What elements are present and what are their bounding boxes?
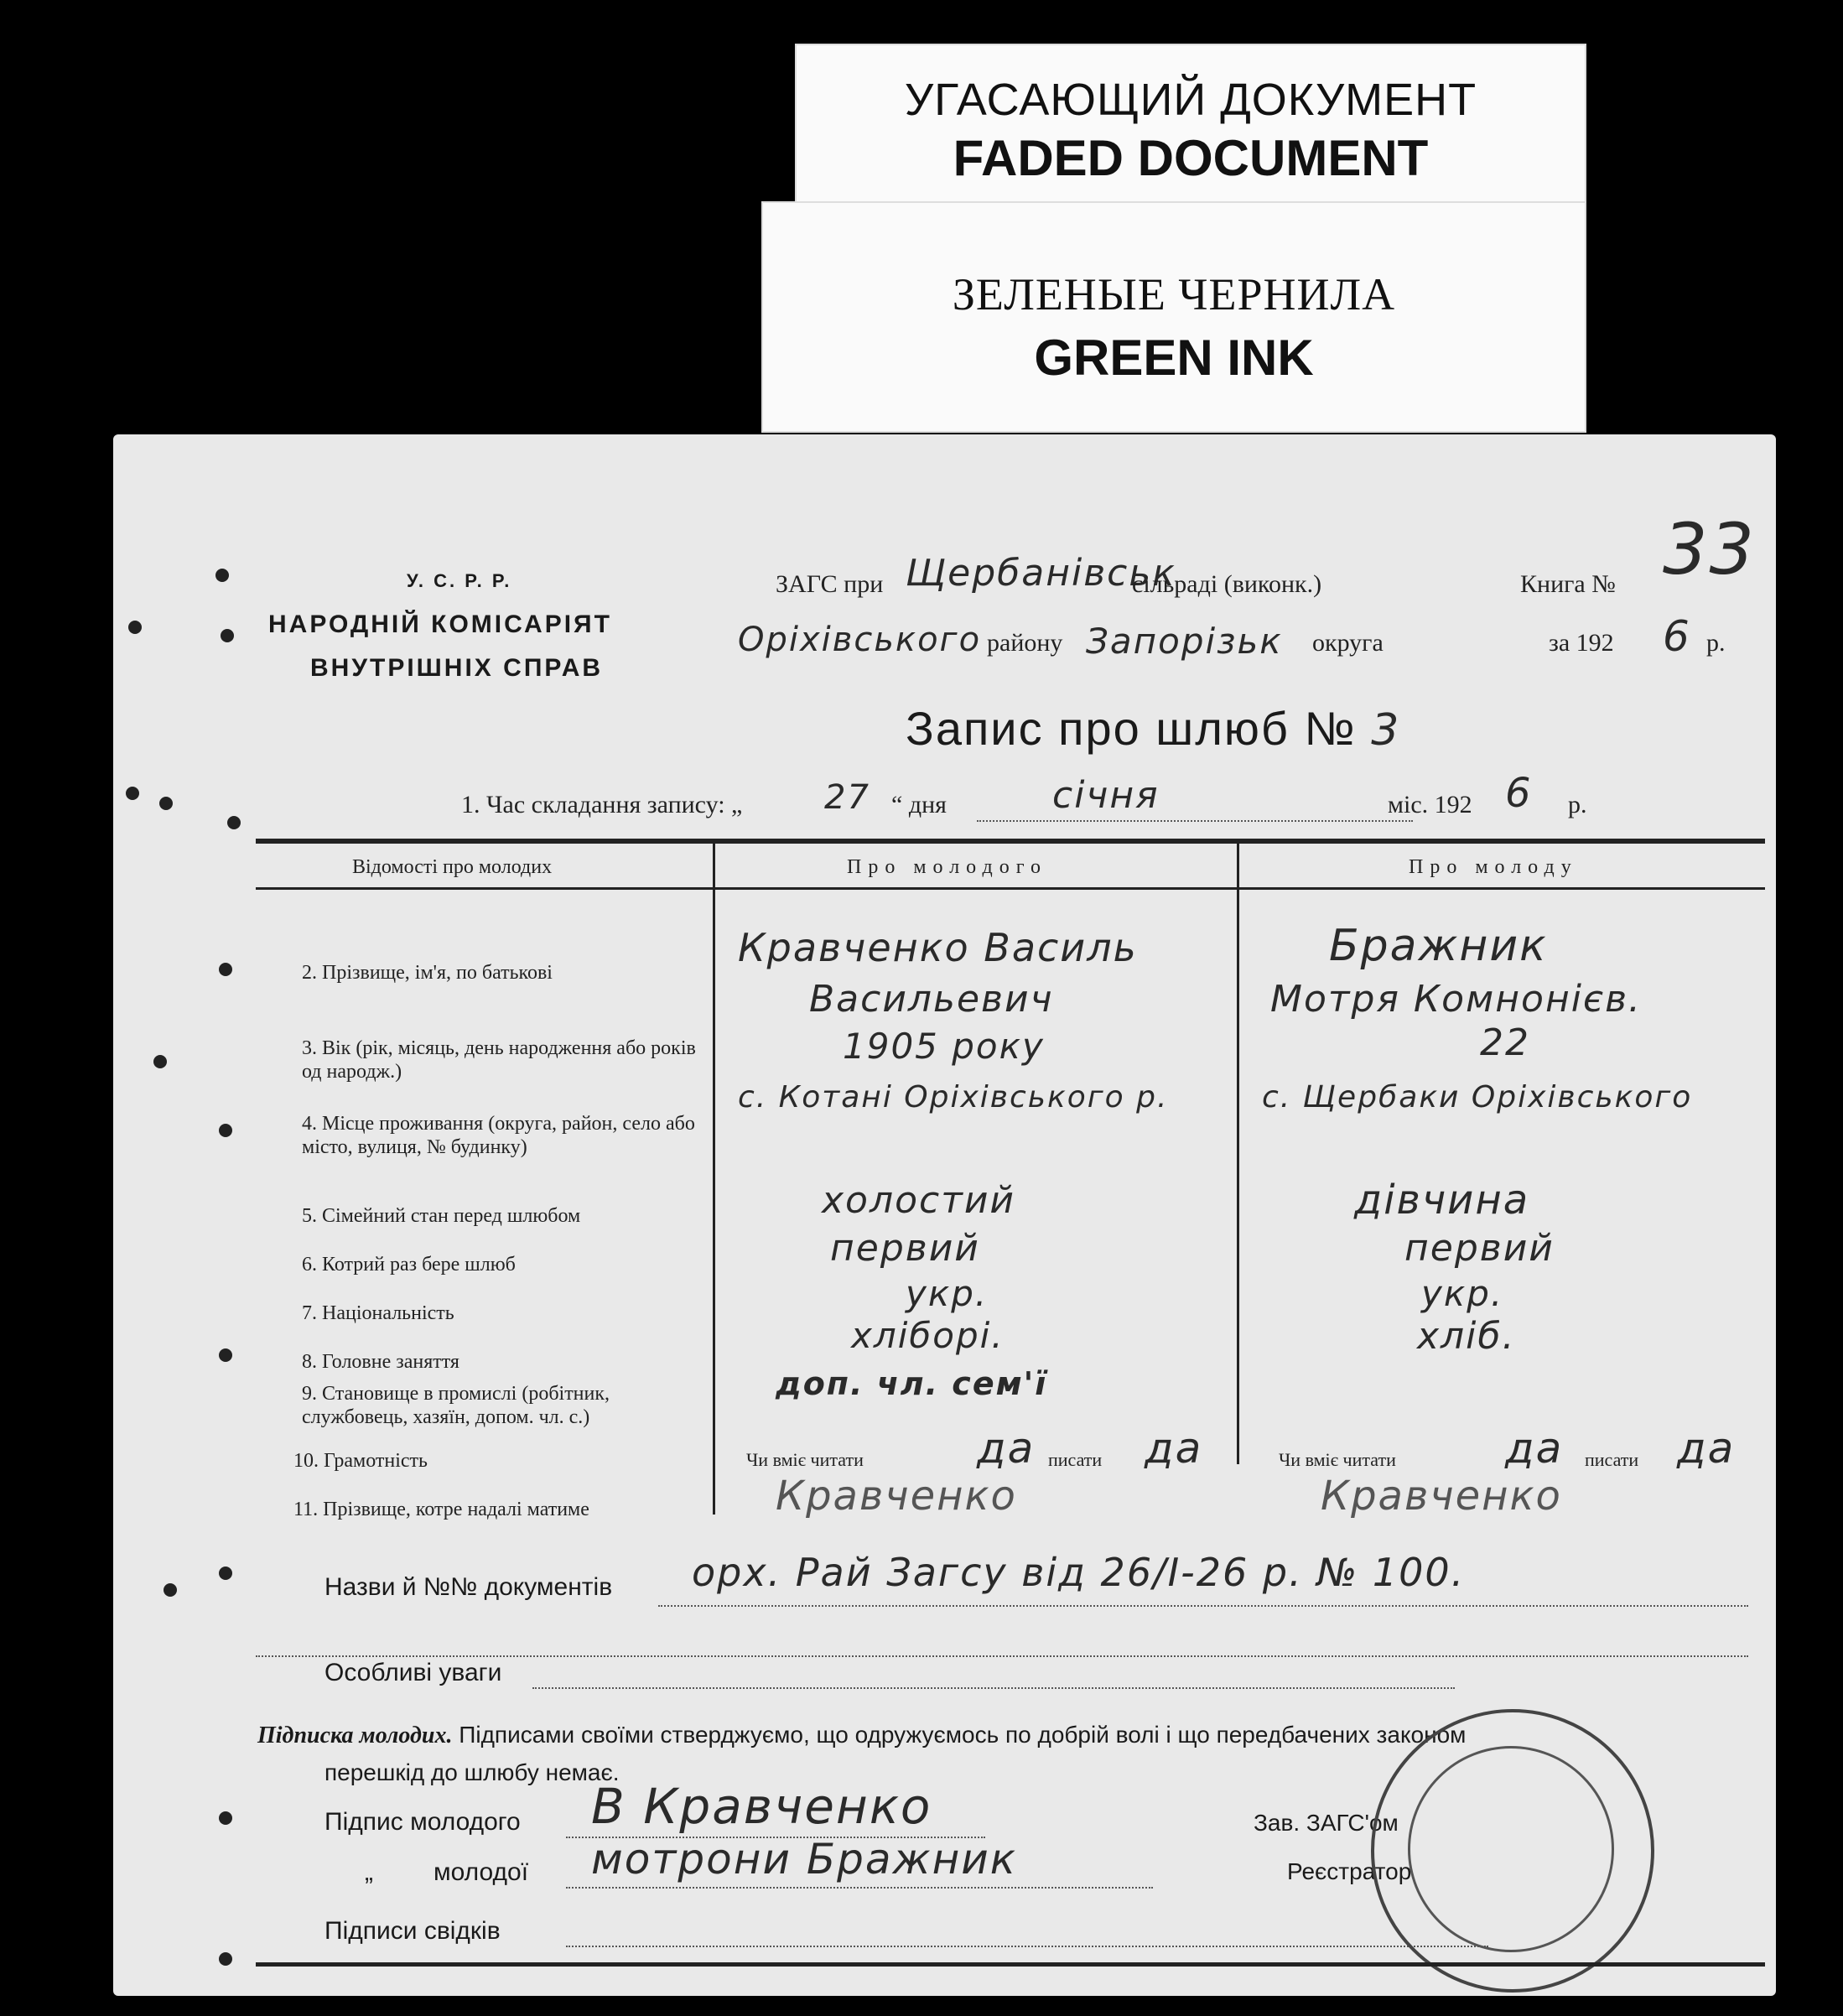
usrr-heading: У. С. Р. Р. <box>407 570 512 591</box>
record-title <box>906 701 1400 756</box>
bride-marital: дівчина <box>1354 1177 1530 1224</box>
row-label-surname: 11. Прізвище, котре надалі матиме <box>293 1499 589 1520</box>
punch-hole <box>219 963 232 976</box>
groom-nationality: укр. <box>906 1273 989 1314</box>
row-label-status: 9. Становище в промислі (робітник, службовець, хазяїн, допом. чл. с.) <box>302 1383 610 1428</box>
row-label-nationality: 7. Національність <box>302 1302 454 1324</box>
groom-patronymic: Васильевич <box>809 978 1054 1021</box>
okrug-label: округа <box>1312 629 1384 657</box>
district-label: району <box>987 629 1063 657</box>
year-handwritten: 6 <box>1663 612 1691 661</box>
bride-nationality: укр. <box>1421 1273 1504 1314</box>
green-ink-slip <box>761 201 1586 433</box>
ministry-line2: ВНУТРІШНІХ СПРАВ <box>310 654 604 682</box>
row-label-marital: 5. Сімейний стан перед шлюбом <box>302 1205 581 1227</box>
groom-signature-label: Підпис молодого <box>324 1808 521 1836</box>
row-label-name: 2. Прізвище, ім'я, по батькові <box>302 962 553 984</box>
witness-signature-line <box>566 1946 1488 1947</box>
bride-residence: с. Щербаки Оріхівського <box>1262 1080 1693 1115</box>
table-col-divider-2 <box>1237 844 1239 1464</box>
ministry-line1: НАРОДНІЙ КОМІСАРІЯТ <box>268 611 612 638</box>
declaration-text: Підписами своїми стверджуємо, що одружуємось по добрій волі і що передбачених законом <box>459 1722 1467 1748</box>
groom-occupation: хліборі. <box>851 1315 1005 1356</box>
bride-signature-prefix: „ <box>365 1858 373 1886</box>
slip-top-ru: УГАСАЮЩИЙ ДОКУМЕНТ <box>904 75 1477 125</box>
record-year-handwritten: 6 <box>1505 770 1533 817</box>
groom-residence: с. Котані Оріхівського р. <box>738 1080 1169 1115</box>
bride-name: Мотря Комнонієв. <box>1270 978 1642 1021</box>
bride-write-label: писати <box>1585 1449 1639 1470</box>
okrug-handwritten: Запорізьк <box>1086 621 1283 662</box>
marriage-record-form <box>113 434 1776 1996</box>
col-header-info: Відомості про молодих <box>352 856 553 878</box>
documents-field-line-2 <box>256 1655 1748 1657</box>
punch-hole <box>215 569 229 582</box>
punch-hole <box>221 629 234 642</box>
punch-hole <box>227 816 241 829</box>
bride-read-label: Чи вміє читати <box>1279 1449 1396 1470</box>
slip-second-en: GREEN INK <box>1034 330 1314 386</box>
record-year-suffix: р. <box>1568 791 1587 818</box>
district-handwritten: Оріхівського <box>738 621 982 659</box>
witness-signature-label: Підписи свідків <box>324 1917 501 1945</box>
groom-name: Кравченко Василь <box>738 925 1138 970</box>
groom-read-value: да <box>977 1424 1036 1473</box>
punch-hole <box>126 787 139 800</box>
punch-hole <box>164 1583 177 1597</box>
record-date-label: 1. Час складання запису: „ <box>461 791 743 818</box>
zags-handwritten: Щербанівськ <box>906 552 1176 595</box>
punch-hole <box>219 1348 232 1362</box>
bride-signature-label: молодої <box>433 1858 529 1886</box>
punch-hole <box>219 1567 232 1580</box>
record-month-handwritten: січня <box>1052 774 1160 817</box>
book-number-handwritten: 33 <box>1663 508 1756 590</box>
declaration-text2: перешкід до шлюбу немає. <box>324 1759 620 1785</box>
groom-status: доп. чл. сем'ї <box>776 1365 1048 1402</box>
zags-prefix: ЗАГС при <box>776 570 884 598</box>
record-day-suffix: “ дня <box>891 791 947 818</box>
groom-age: 1905 року <box>843 1026 1045 1067</box>
head-zags-label: Зав. ЗАГС'ом <box>1254 1810 1399 1836</box>
official-seal-inner-ring <box>1408 1746 1614 1952</box>
bride-write-value: да <box>1677 1424 1736 1473</box>
row-label-occupation: 8. Головне заняття <box>302 1351 459 1373</box>
groom-signature: В Кравченко <box>591 1778 932 1835</box>
groom-marital: холостий <box>822 1179 1016 1222</box>
table-top-rule <box>256 839 1765 844</box>
form-bottom-rule <box>256 1962 1765 1967</box>
documents-handwritten: орх. Рай Загсу від 26/І-26 р. № 100. <box>692 1550 1466 1595</box>
groom-read-label: Чи вміє читати <box>746 1449 864 1470</box>
documents-label: Назви й №№ документів <box>324 1573 613 1601</box>
row-label-age: 3. Вік (рік, місяць, день народження або років од народж.) <box>302 1037 696 1083</box>
slip-top-en: FADED DOCUMENT <box>953 130 1429 186</box>
punch-hole <box>219 1124 232 1137</box>
groom-times: первий <box>830 1227 980 1270</box>
bride-read-value: да <box>1505 1424 1564 1473</box>
groom-write-label: писати <box>1048 1449 1103 1470</box>
row-label-residence: 4. Місце проживання (округа, район, село або місто, вулиця, № будинку) <box>302 1113 695 1158</box>
bride-signature: мотрони Бражник <box>591 1835 1017 1884</box>
notes-label: Особливі уваги <box>324 1659 502 1686</box>
record-month-label: міс. 192 <box>1388 791 1472 818</box>
row-label-times: 6. Котрий раз бере шлюб <box>302 1254 516 1276</box>
bride-signature-line <box>566 1887 1153 1889</box>
table-header-rule <box>256 887 1765 890</box>
punch-hole <box>153 1055 167 1068</box>
row-label-literacy: 10. Грамотність <box>293 1450 428 1472</box>
groom-write-value: да <box>1145 1424 1203 1473</box>
notes-field-line <box>532 1687 1455 1689</box>
punch-hole <box>128 621 142 634</box>
record-title-text: Запис про шлюб № <box>906 702 1357 755</box>
bride-times: первий <box>1404 1227 1555 1270</box>
month-field-line <box>977 820 1413 822</box>
col-header-groom: Про молодого <box>847 856 1047 878</box>
declaration-bold: Підписка молодих. <box>257 1722 453 1748</box>
bride-occupation: хліб. <box>1417 1315 1516 1358</box>
punch-hole <box>219 1811 232 1825</box>
punch-hole <box>219 1952 232 1966</box>
documents-field-line <box>658 1605 1748 1607</box>
record-day-handwritten: 27 <box>824 778 870 817</box>
bride-new-surname: Кравченко <box>1321 1473 1562 1520</box>
official-seal-stamp <box>1371 1709 1654 1993</box>
registrar-label: Реєстратор <box>1287 1858 1412 1884</box>
col-header-bride: Про молоду <box>1409 856 1578 878</box>
table-col-divider-1 <box>713 844 715 1515</box>
year-suffix: р. <box>1706 629 1726 657</box>
slip-second-ru: ЗЕЛЕНЫЕ ЧЕРНИЛА <box>952 269 1396 320</box>
book-label: Книга № <box>1520 570 1616 598</box>
bride-age: 22 <box>1480 1021 1530 1064</box>
year-label: за 192 <box>1549 629 1614 657</box>
punch-hole <box>159 797 173 810</box>
faded-document-slip <box>795 44 1586 206</box>
bride-surname: Бражник <box>1329 921 1548 971</box>
zags-suffix: сільраді (виконк.) <box>1132 570 1322 598</box>
record-number-handwritten: 3 <box>1371 705 1401 756</box>
groom-new-surname: Кравченко <box>776 1473 1017 1520</box>
